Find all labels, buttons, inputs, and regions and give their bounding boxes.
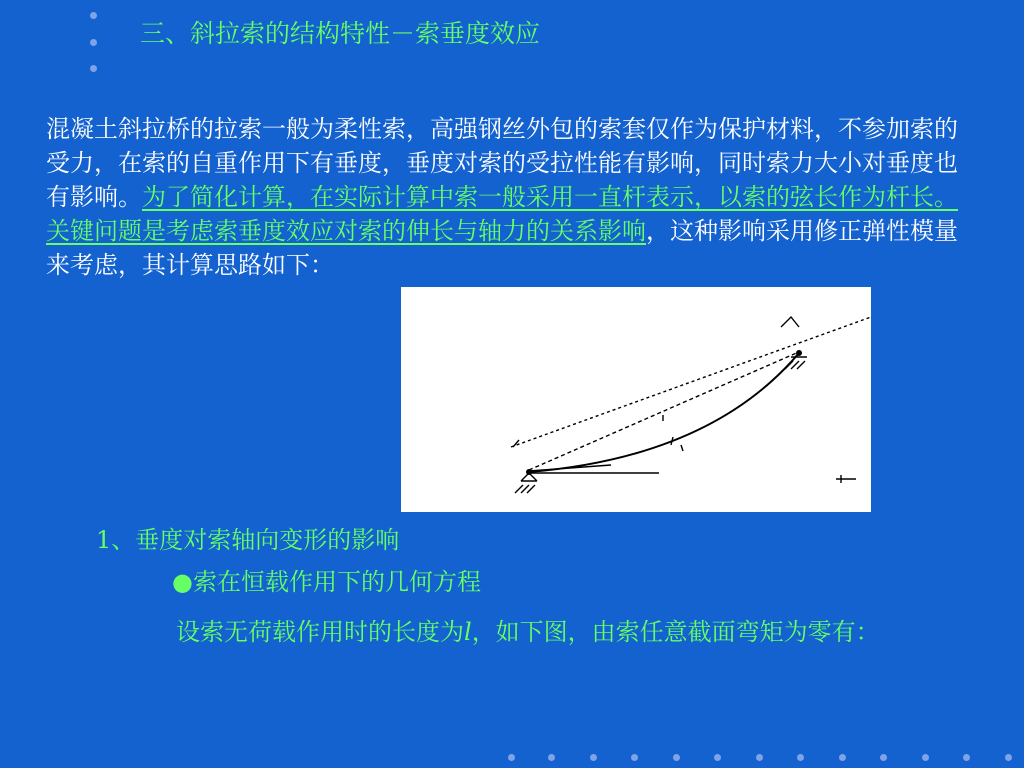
assumption-text-post: ，如下图，由索任意截面弯矩为零有：: [471, 618, 880, 646]
left-support: [515, 473, 537, 493]
arrow-marks: [513, 317, 799, 447]
section-heading-1: 1、垂度对索轴向变形的影响: [96, 526, 400, 554]
chord-line: [529, 351, 801, 470]
assumption-text-pre: 设索无荷载作用时的长度为: [176, 618, 464, 646]
bullet-text: 索在恒载作用下的几何方程: [192, 568, 481, 596]
bullet-mark: ●: [172, 568, 193, 596]
decorative-dots-left: [86, 8, 102, 78]
cable-curve: [529, 353, 799, 472]
cable-sag-figure: [401, 287, 871, 512]
axis-mark: [836, 475, 856, 483]
label-ticks: [663, 415, 683, 451]
paragraph-text-2: ，这种影响采用修正弹性模量来考虑，其计算思路如下：: [46, 217, 958, 279]
body-paragraph: [46, 112, 981, 282]
slide-title: 三、斜拉索的结构特性－索垂度效应: [140, 19, 541, 48]
bullet-item-1: [172, 562, 481, 597]
left-node: [526, 469, 532, 475]
paragraph-highlight: 为了简化计算，在实际计算中索一般采用一直杆表示，以索的弦长作为杆长。关键问题是考虑索垂度效应对索的伸长与轴力的关系影响: [46, 183, 958, 245]
decorative-dots-bottom: [500, 752, 1020, 764]
length-variable: l: [464, 618, 472, 646]
paragraph-text-1: 混凝土斜拉桥的拉索一般为柔性索，高强钢丝外包的索套仅作为保护材料，不参加索的受力，在索的自重作用下有垂度，垂度对索的受拉性能有影响，同时索力大小对垂度也有影响。: [46, 115, 958, 211]
assumption-line: [176, 612, 880, 647]
right-node: [796, 350, 802, 356]
inclined-line: [529, 465, 611, 471]
cable-sag-diagram: [401, 287, 871, 512]
right-support: [785, 357, 807, 369]
dimension-line: [511, 317, 871, 447]
